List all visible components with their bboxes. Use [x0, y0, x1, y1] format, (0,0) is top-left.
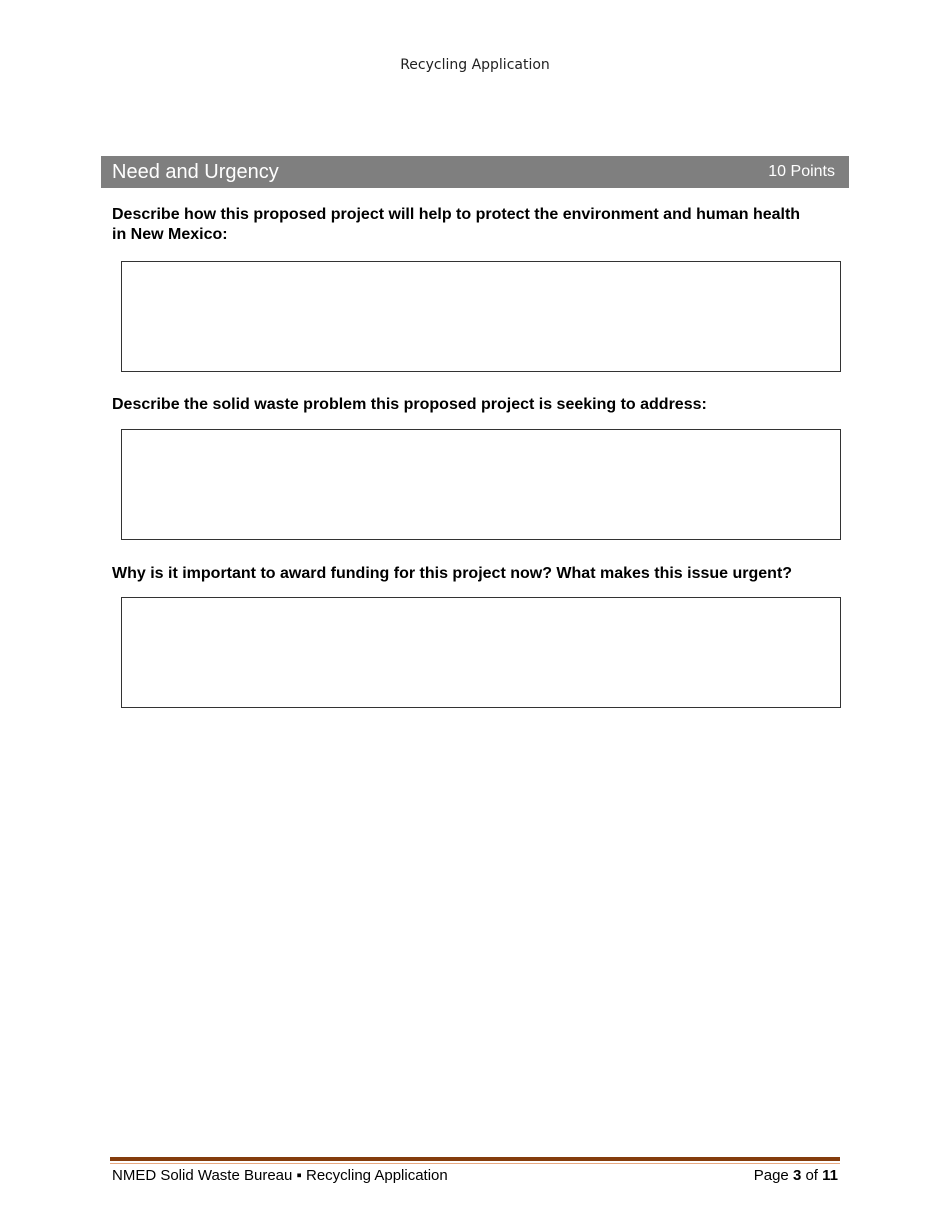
footer-rule [110, 1157, 840, 1161]
page-number [754, 1167, 838, 1184]
page-of: of [801, 1167, 823, 1184]
page-total: 11 [822, 1167, 838, 1184]
page-prefix: Page [753, 1167, 793, 1184]
section-header [101, 156, 849, 188]
section-points: 10 Points [768, 163, 835, 180]
section-title: Need and Urgency [112, 160, 279, 183]
answer-field-problem[interactable] [121, 429, 841, 540]
question-label-environment: Describe how this proposed project will help to protect the environment and human health in New Mexico: [112, 206, 801, 243]
footer-rule-thin [110, 1163, 840, 1164]
question-label-problem: Describe the solid waste problem this proposed project is seeking to address: [112, 396, 707, 413]
answer-field-environment[interactable] [121, 261, 841, 372]
page-header: Recycling Application [400, 57, 550, 73]
footer-text: NMED Solid Waste Bureau ▪ Recycling Application [112, 1167, 448, 1184]
question-label-urgency: Why is it important to award funding for this project now? What makes this issue urgent? [112, 565, 793, 582]
answer-field-urgency[interactable] [121, 597, 841, 708]
page-current: 3 [792, 1167, 802, 1184]
